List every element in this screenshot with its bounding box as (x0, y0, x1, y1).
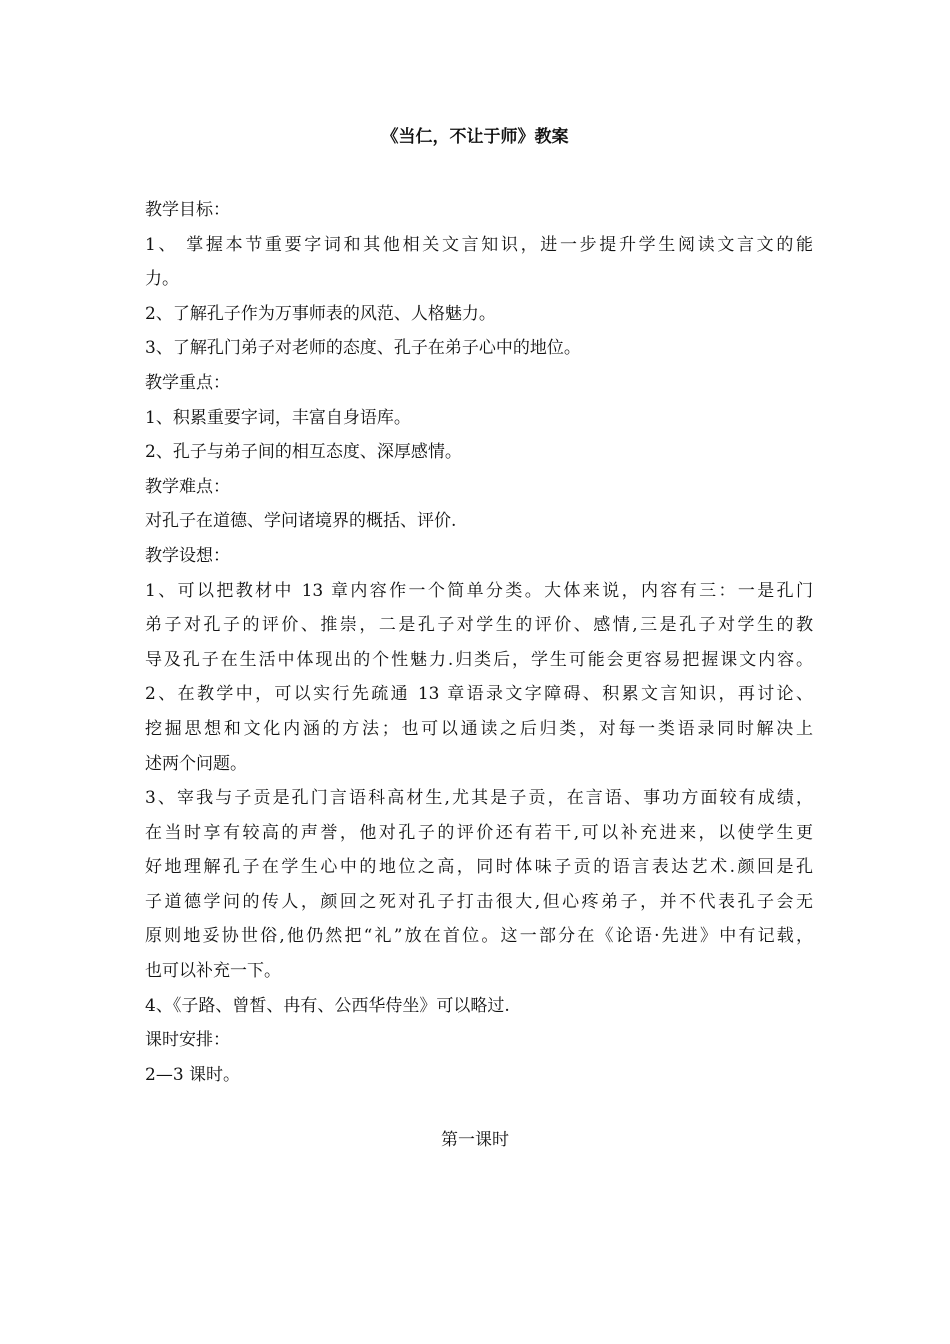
body-line: 2、了解孔子作为万事师表的风范、人格魅力。 (145, 303, 496, 324)
body-line: 1、 掌握本节重要字词和其他相关文言知识，进一步提升学生阅读文言文的能 (145, 234, 813, 255)
body-line: 1、积累重要字词，丰富自身语库。 (145, 407, 411, 428)
body-line: 4、《子路、曾皙、冉有、公西华侍坐》可以略过. (145, 995, 510, 1016)
body-line: 挖掘思想和文化内涵的方法；也可以通读之后归类，对每一类语录同时解决上 (145, 718, 813, 739)
body-line: 2、在教学中，可以实行先疏通 13 章语录文字障碍、积累文言知识，再讨论、 (145, 684, 813, 705)
body-line: 在当时享有较高的声誉，他对孔子的评价还有若干,可以补充进来，以使学生更 (145, 822, 813, 843)
body-line: 3、宰我与子贡是孔门言语科高材生,尤其是子贡，在言语、事功方面较有成绩， (145, 788, 813, 809)
body-line: 教学目标： (145, 200, 230, 220)
body-line: 导及孔子在生活中体现出的个性魅力.归类后，学生可能会更容易把握课文内容。 (145, 649, 813, 670)
body-line: 对孔子在道德、学问诸境界的概括、评价. (145, 511, 457, 532)
body-line: 原则地妥协世俗,他仍然把“礼”放在首位。这一部分在《论语·先进》中有记载， (145, 926, 813, 947)
body-line: 2—3 课时。 (145, 1064, 241, 1085)
body-line: 2、孔子与弟子间的相互态度、深厚感情。 (145, 442, 462, 463)
body-line: 好地理解孔子在学生心中的地位之高，同时体味子贡的语言表达艺术.颜回是孔 (145, 857, 813, 878)
body-line: 子道德学问的传人，颜回之死对孔子打击很大,但心疼弟子，并不代表孔子会无 (145, 891, 813, 912)
body-line: 教学设想： (145, 545, 230, 566)
body-line: 1、可以把教材中 13 章内容作一个简单分类。大体来说，内容有三：一是孔门 (145, 580, 813, 601)
body-line: 课时安排： (145, 1030, 230, 1051)
body-line: 弟子对孔子的评价、推崇，二是孔子对学生的评价、感情,三是孔子对学生的教 (145, 615, 813, 636)
body-line: 也可以补充一下。 (145, 961, 281, 982)
body-line: 述两个问题。 (145, 753, 247, 774)
document-title: 《当仁，不让于师》教案 (381, 127, 569, 147)
section-heading: 第一课时 (441, 1130, 509, 1150)
body-line: 力。 (145, 269, 179, 290)
body-line: 3、了解孔门弟子对老师的态度、孔子在弟子心中的地位。 (145, 338, 581, 359)
body-line: 教学难点： (145, 476, 230, 497)
document-body (145, 193, 813, 1092)
body-line: 教学重点： (145, 372, 230, 393)
